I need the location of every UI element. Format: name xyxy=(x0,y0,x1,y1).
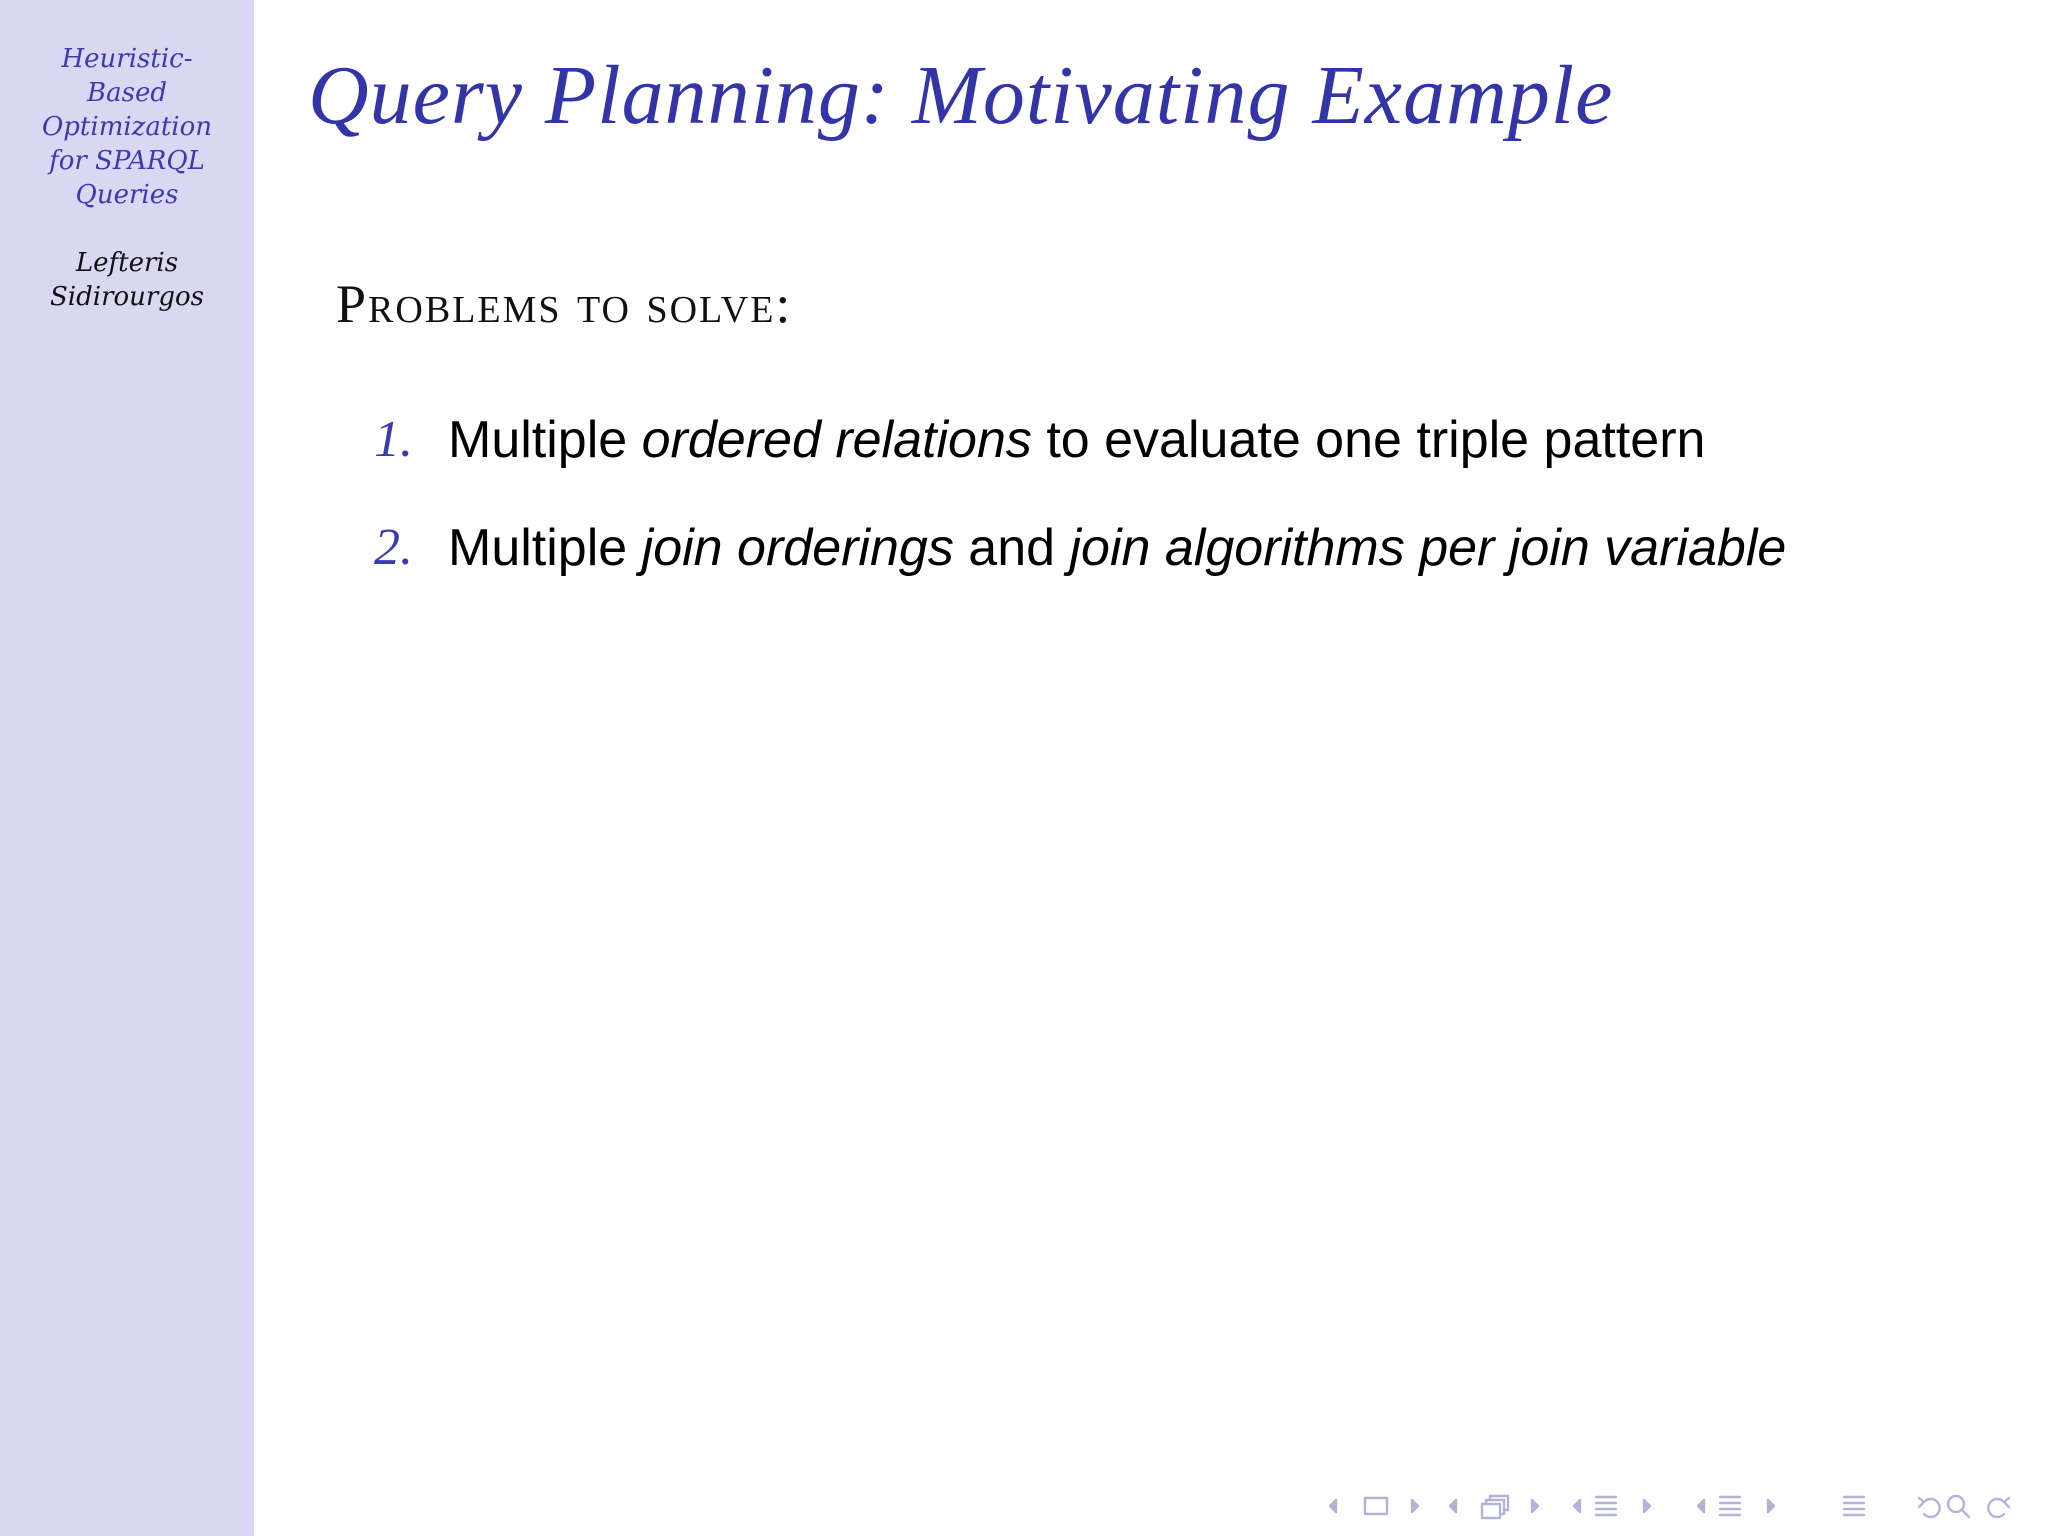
sidebar-title-line: for SPARQL xyxy=(49,146,205,176)
appendix-icon[interactable] xyxy=(1844,1497,1864,1515)
sidebar-author-line: Lefteris xyxy=(75,248,179,278)
sidebar-author xyxy=(0,246,254,314)
sidebar-author-line: Sidirourgos xyxy=(50,282,204,312)
list-item-number: 1. xyxy=(374,411,413,468)
nav-prev-document-arrow[interactable] xyxy=(1698,1500,1704,1512)
list-item-text-part: Multiple xyxy=(448,411,642,469)
document-icon[interactable] xyxy=(1720,1497,1740,1515)
list-item-text-part: Multiple xyxy=(448,519,642,577)
back-icon[interactable] xyxy=(1919,1498,1940,1517)
list-item-text-part: and xyxy=(953,519,1070,577)
nav-next-frame-arrow[interactable] xyxy=(1412,1500,1418,1512)
forward-icon[interactable] xyxy=(1988,1498,2009,1517)
subsection-icon[interactable] xyxy=(1482,1496,1508,1518)
nav-next-section-arrow[interactable] xyxy=(1644,1500,1650,1512)
sidebar xyxy=(0,0,254,1536)
navigation-bar xyxy=(1312,1488,2032,1524)
frame-title: Query Planning: Motivating Example xyxy=(308,49,1614,142)
list-item-text-emphasis: join orderings xyxy=(641,519,954,577)
nav-next-subsection-arrow[interactable] xyxy=(1532,1500,1538,1512)
list-item-text-emphasis: join algorithms per join variable xyxy=(1069,519,1787,577)
section-icon[interactable] xyxy=(1596,1497,1616,1515)
sidebar-title[interactable] xyxy=(0,42,254,212)
list-item-number: 2. xyxy=(374,519,413,576)
list-item-text xyxy=(448,512,1786,584)
section-heading: Problems to solve: xyxy=(336,274,793,334)
list-item-text xyxy=(448,404,1705,476)
nav-prev-section-arrow[interactable] xyxy=(1574,1500,1580,1512)
list-item xyxy=(374,404,1786,512)
nav-next-document-arrow[interactable] xyxy=(1768,1500,1774,1512)
search-icon[interactable] xyxy=(1948,1496,1969,1517)
nav-prev-subsection-arrow[interactable] xyxy=(1450,1500,1456,1512)
list-item-text-part: to evaluate one triple pattern xyxy=(1031,411,1706,469)
sidebar-title-line: Queries xyxy=(75,180,179,210)
problem-list xyxy=(374,404,1786,620)
list-item xyxy=(374,512,1786,620)
sidebar-title-line: Optimization xyxy=(41,112,213,142)
sidebar-title-line: Heuristic- xyxy=(61,44,193,74)
frame-icon[interactable] xyxy=(1365,1498,1387,1514)
nav-prev-frame-arrow[interactable] xyxy=(1330,1500,1336,1512)
sidebar-title-line: Based xyxy=(87,78,167,108)
list-item-text-emphasis: ordered relations xyxy=(641,411,1032,469)
